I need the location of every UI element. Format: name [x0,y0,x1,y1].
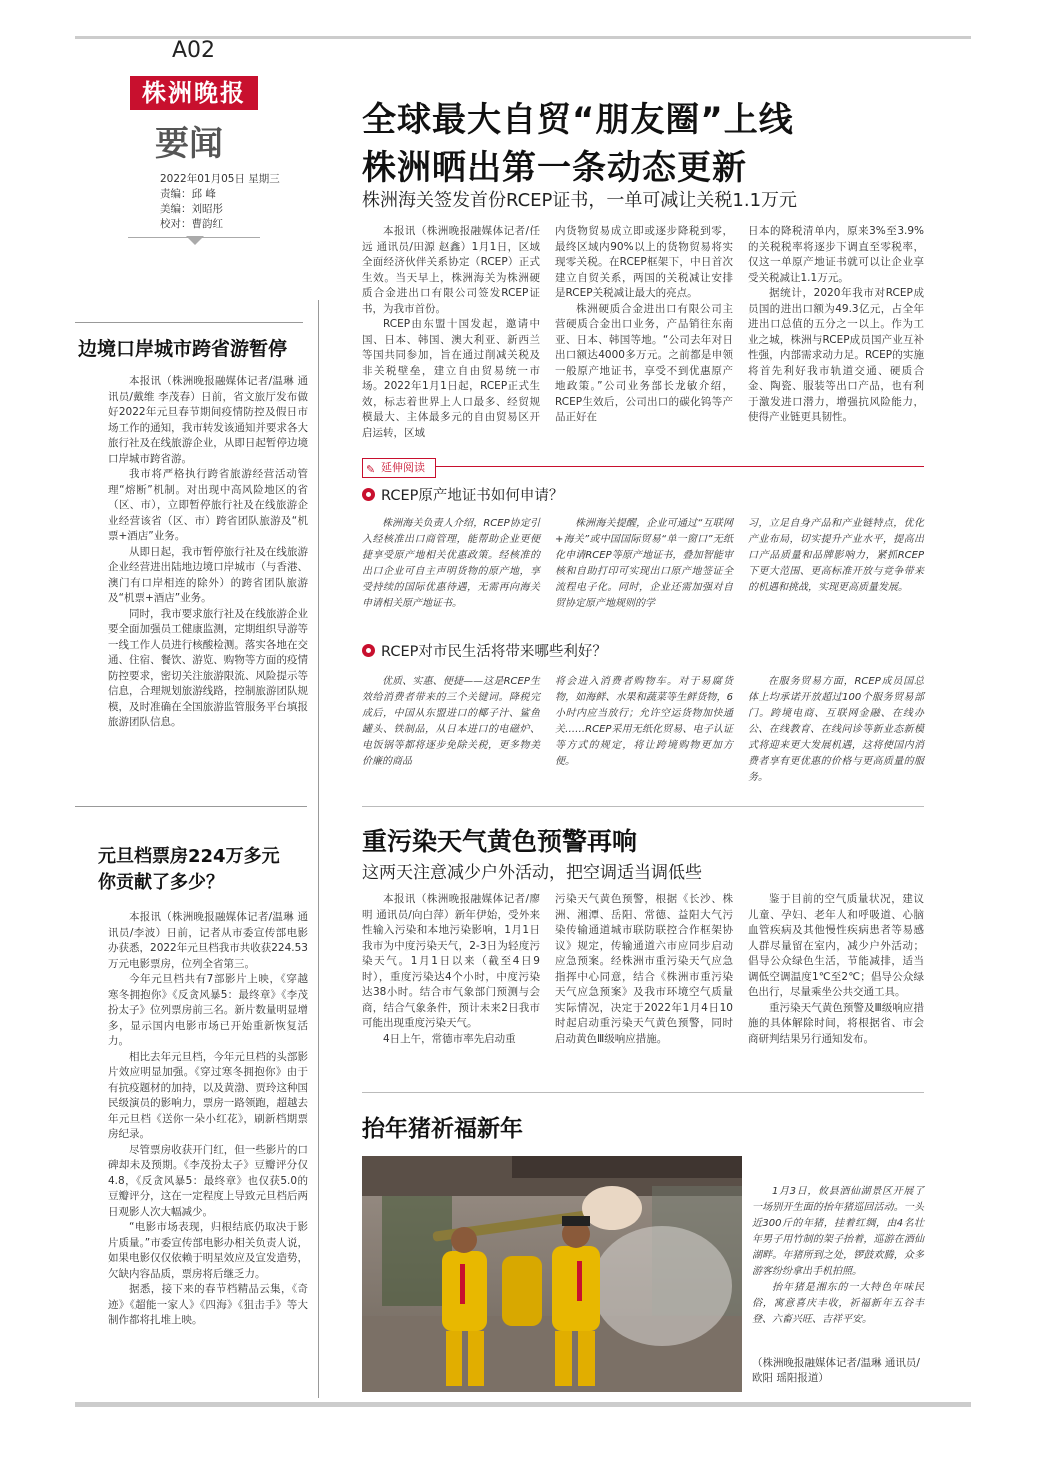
bullet-icon [362,488,375,501]
sidebar2-body [108,910,308,1329]
newspaper-logo: 株洲晚报 [130,76,258,110]
meta-proofreader: 校对：曹韵红 [160,218,223,230]
meta-designer: 美编：刘昭彤 [160,203,223,215]
paragraph: 株洲硬质合金进出口有限公司主营硬质合金出口业务，产品销往东南亚、日本、韩国等地。“公司去年对日出口额达4000多万元。之前都是申领一般原产地证书，享受不到优惠原产地政策。”公司业务部长龙敏介绍，RCEP生效后，公司出口的碳化钨等产品正好在 [555,302,733,423]
paragraph: 同时，我市要求旅行社及在线旅游企业要全面加强员工健康监测，定期组织导游等一线工作人员进行核酸检测。落实各地在交通、住宿、餐饮、游览、购物等方面的疫情防控要求，密切关注旅游限流、风险提示等信息，合理规划旅游线路，控制旅游团队规模，及时准确在全国旅游监管服务平台填报旅游团队信息。 [108,607,308,728]
paragraph: 本报讯（株洲晚报融媒体记者/温琳 通讯员/戴维 李茂春）日前，省文旅厅发布做好2022年元旦春节期间疫情防控及假日市场工作的通知，我市转发该通知并要求各大旅行社及在线旅游企业，从即日起暂停边境口岸城市跨省游。 [108,375,308,465]
sidebar2-headline-line2: 你贡献了多少？ [98,872,224,893]
pollution-subhead: 这两天注意减少户外活动，把空调适当调低些 [362,863,702,883]
paragraph: 本报讯（株洲晚报融媒体记者/温琳 通讯员/李波）日前，记者从市委宣传部电影办获悉，2022年元旦档我市共收获224.53万元电影票房，位列全省第三。 [108,911,308,970]
caption-paragraph: 1月3日，攸县酒仙湖景区开展了一场别开生面的抬年猪巡回活动。一头近300斤的年猪，挂着红绸，由4名壮年男子用竹制的架子抬着，巡游在酒仙湖畔。年猪所到之处，锣鼓欢腾，众多游客纷纷拿出手机拍照。 [752,1186,924,1277]
paragraph: 据悉，接下来的春节档精品云集，《奇迹》《超能一家人》《四海》《狙击手》等大制作都将扎堆上映。 [108,1283,308,1326]
sidebar1-headline: 边境口岸城市跨省游暂停 [78,338,288,360]
main-col-1 [362,224,540,441]
section-divider [362,806,924,807]
sidebar2-headline-line1: 元旦档票房224万多元 [98,846,280,867]
section-divider [362,1092,924,1093]
paragraph: 我市将严格执行跨省旅游经营活动管理“熔断”机制。对出现中高风险地区的省（区、市），立即暂停旅行社及在线旅游企业经营该省（区、市）跨省团队旅游及“机票+酒店”业务。 [108,468,308,542]
photo-caption [752,1184,924,1328]
question-1 [362,484,563,505]
paragraph: 4日上午，常德市率先启动重 [383,1032,516,1045]
photo-credit: （株洲晚报融媒体记者/温琳 通讯员/欧阳 瑶阳报道） [752,1357,920,1384]
paragraph: 重污染天气黄色预警及Ⅲ级响应措施的具体解除时间，将根据省、市会商研判结果另行通知发布。 [748,1001,924,1045]
sidebar1-body [108,374,308,731]
news-photo-art [362,1156,742,1392]
paragraph: 今年元旦档共有7部影片上映，《穿越寒冬拥抱你》《反贪风暴5：最终章》《李茂扮太子》位列票房前三名。新片数量明显增多，显示国内电影市场已开始重新恢复活力。 [108,973,308,1047]
meta-editor: 责编：邱 峰 [160,188,216,200]
news-photo [362,1156,742,1392]
pollution-headline: 重污染天气黄色预警再响 [362,827,638,856]
paragraph: 污染天气黄色预警，根据《长沙、株洲、湘潭、岳阳、常德、益阳大气污染传输通道城市联防联控合作框架协议》规定，传输通道六市应同步启动应急预案。经株洲市重污染天气应急指挥中心同意，结合《株洲市重污染天气应急预案》及我市环境空气质量实际情况，决定于2022年1月4日10时起启动重污染天气黄色预警，同时启动黄色Ⅲ级响应措施。 [555,893,733,1045]
paragraph: RCEP由东盟十国发起，邀请中国、日本、韩国、澳大利亚、新西兰等国共同参加，旨在通过削减关税及非关税壁垒，建立自由贸易统一市场。2022年1月1日起，RCEP正式生效，标志着世界上人口最多、经贸规模最大、主体最多元的自由贸易区开启运转，区域 [362,318,540,439]
q2-col-2: 将会进入消费者购物车。对于易腐货物，如海鲜、水果和蔬菜等生鲜货物，6小时内应当放行；允许空运货物加快通关……RCEP采用无纸化贸易、电子认证等方式的规定，将让跨境购物更加方便。 [555,676,733,767]
main-headline-line2: 株洲晒出第一条动态更新 [362,148,747,188]
bullet-icon [362,644,375,657]
page-number: A02 [172,38,216,63]
paragraph: “电影市场表现，归根结底仍取决于影片质量。”市委宣传部电影办相关负责人说，如果电影仅仅依赖于明星效应及宣发造势，欠缺内容品质，票房将后继乏力。 [108,1221,308,1280]
bottom-rule [75,1402,971,1407]
sidebar-top-rule [75,322,303,323]
meta-date: 2022年01月05日 星期三 [160,173,280,185]
extended-reading-rule [362,466,924,467]
paragraph: 日本的降税清单内，原来3%至3.9%的关税税率将逐步下调直至零税率，仅这一单原产地证书就可以让企业享受关税减让1.1万元。 [748,225,924,284]
q2-col-3: 在服务贸易方面，RCEP成员国总体上均承诺开放超过100个服务贸易部门。跨境电商、互联网金融、在线办公、在线教育、在线问诊等新业态新模式将迎来更大发展机遇，这将使国内消费者享有更优惠的价格与更高质量的服务。 [748,676,924,783]
paragraph: 本报讯（株洲晚报融媒体记者/廖明 通讯员/向白萍）新年伊始，受外来性输入污染和本地污染影响，1月1日我市为中度污染天气，2-3日为轻度污染天气。1月1日以来（截至4日9时），重度污染达4个小时，中度污染达38小时。结合市气象部门预测与会商，结合气象条件，预计未来2日我市可能出现重度污染天气。 [362,893,540,1029]
main-headline-line1: 全球最大自贸“朋友圈”上线 [362,100,794,140]
paragraph: 本报讯（株洲晚报融媒体记者/任远 通讯员/田源 赵鑫）1月1日，区域全面经济伙伴关系协定（RCEP）正式生效。当天早上，株洲海关为株洲硬质合金进出口有限公司签发RCEP证书，为我市首份。 [362,225,540,315]
paragraph: 据统计，2020年我市对RCEP成员国的进出口额为49.3亿元，占全年进出口总值的五分之一以上。作为工业之城，株洲与RCEP成员国产业互补性强，内部需求动力足。RCEP的实施将首先利好我市轨道交通、硬质合金、陶瓷、服装等出口产品，也有利于激发进口潜力，增强抗风险能力，使得产业链更具韧性。 [748,287,924,423]
extended-reading-tag [362,458,436,478]
paragraph: 相比去年元旦档，今年元旦档的头部影片效应明显加强。《穿过寒冬拥抱你》由于有抗疫题材的加持，以及黄渤、贾玲这种国民级演员的影响力，票房一路领跑，超越去年元旦档《送你一朵小红花》，刷新档期票房纪录。 [108,1050,308,1140]
paragraph: 从即日起，我市暂停旅行社及在线旅游企业经营进出陆地边境口岸城市（与香港、澳门有口岸相连的除外）的跨省团队旅游及“机票+酒店”业务。 [108,545,308,604]
pollution-col-1 [362,892,540,1047]
photo-headline: 抬年猪祈福新年 [362,1116,523,1142]
main-col-3 [748,224,924,426]
question-1-title: RCEP原产地证书如何申请？ [381,488,564,504]
column-divider [318,300,319,1398]
q1-col-1: 株洲海关负责人介绍，RCEP协定引入经核准出口商管理，能帮助企业更便捷享受原产地相关优惠政策。经核准的出口企业可自主声明货物的原产地，享受持续的国际优惠待遇，无需再向海关申请相关原产地证书。 [362,518,540,609]
q2-col-1: 优质、实惠、便捷——这是RCEP生效给消费者带来的三个关键词。降税完成后，中国从东盟进口的椰子汁、鲨鱼罐头、铁制品，从日本进口的电磁炉、电饭锅等都将逐步免除关税，更多物美价廉的商品 [362,676,540,767]
pollution-col-2 [555,892,733,1047]
caption-paragraph: 抬年猪是湘东的一大特色年味民俗，寓意喜庆丰收，祈福新年五谷丰登、六畜兴旺、吉祥平安。 [752,1282,924,1325]
sidebar-divider [75,806,307,807]
extended-reading-label: 延伸阅读 [381,461,425,474]
paragraph: 内货物贸易成立即或逐步降税到零，最终区域内90%以上的货物贸易将实现零关税。在RCEP框架下，中日首次建立自贸关系，两国的关税减让安排是RCEP关税减让最大的亮点。 [555,225,733,299]
section-title: 要闻 [155,124,223,164]
main-subhead: 株洲海关签发首份RCEP证书，一单可减让关税1.1万元 [362,190,798,211]
pollution-col-3 [748,892,924,1047]
paragraph: 鉴于目前的空气质量状况，建议儿童、孕妇、老年人和呼吸道、心脑血管疾病及其他慢性疾病患者等易感人群尽量留在室内，减少户外活动；倡导公众绿色生活，节能减排，适当调低空调温度1℃至2℃；倡导公众绿色出行，尽量乘坐公共交通工具。 [748,893,924,998]
q1-col-2: 株洲海关提醒，企业可通过“互联网+海关”或中国国际贸易“单一窗口”无纸化申请RCEP等原产地证书，叠加智能审核和自助打印可实现出口原产地签证全流程电子化。同时，企业还需加强对自贸协定原产地规则的学 [555,518,733,609]
chevron-down-icon [186,236,204,245]
page-meta [160,172,280,232]
pencil-icon: ✎ [366,463,376,476]
q1-col-3: 习，立足自身产品和产业链特点，优化产业布局，切实提升产业水平，提高出口产品质量和品牌影响力，紧抓RCEP下更大范围、更高标准开放与竞争带来的机遇和挑战，实现更高质量发展。 [748,518,924,593]
paragraph: 尽管票房收获开门红，但一些影片的口碑却未及预期。《李茂扮太子》豆瓣评分仅4.8，《反贪风暴5：最终章》也仅获5.0的豆瓣评分，这在一定程度上导致元旦档后两日观影人次大幅减少。 [108,1143,308,1218]
main-col-2 [555,224,733,426]
question-2 [362,640,607,661]
question-2-title: RCEP对市民生活将带来哪些利好？ [381,644,607,660]
